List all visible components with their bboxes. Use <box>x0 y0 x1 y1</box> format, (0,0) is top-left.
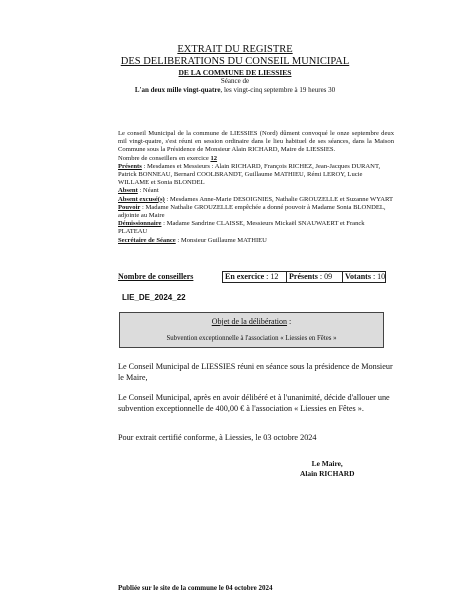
count-presents-label: Présents <box>289 272 318 281</box>
signature-name: Alain RICHARD <box>300 469 355 478</box>
seance-date-year: L'an deux mille vingt-quatre <box>134 86 221 94</box>
objet-title: Objet de la délibération <box>211 317 288 326</box>
seance-label: Séance de <box>220 77 250 85</box>
publication-footer: Publiée sur le site de la commune le 04 octobre 2024 <box>118 584 273 592</box>
objet-title-line <box>120 317 383 326</box>
count-exercice-value: : 12 <box>266 272 279 281</box>
present-text: : Mesdames et Messieurs : Alain RICHARD, François RICHEZ, Jean-Jacques DURANT, Patrick BONNEAU, Bernard COOLBRANDT, Guillaume MATHIEU, Rémi LEROY, Lucie WILLAME et Sonia BLONDEL <box>118 162 381 187</box>
excused-text: : Mesdames Anne-Marie DESOIGNIES, Nathalie GROUZELLE et Suzanne WYART <box>164 195 394 203</box>
seance-date-rest: , les vingt-cinq septembre à 19 heures 30 <box>220 86 336 94</box>
present-label: Présents <box>118 162 142 170</box>
exercise-label: Nombre de conseillers en exercice <box>118 154 209 162</box>
secretary-label: Secrétaire de Séance <box>118 236 176 244</box>
present-line <box>118 163 394 188</box>
secretary-text: : Monsieur Guillaume MATHIEU <box>175 236 267 244</box>
document-header <box>110 44 360 95</box>
signature-block <box>300 459 354 479</box>
counts-label: Nombre de conseillers <box>118 272 194 281</box>
objet-title-suffix: : <box>287 317 292 326</box>
objet-subject: Subvention exceptionnelle à l'association « Liessies en Fêtes » <box>166 335 337 342</box>
paragraph-certification: Pour extrait certifié conforme, à Liessies, le 03 octobre 2024 <box>118 433 317 442</box>
excused-label: Absent excusé(s) <box>118 195 165 203</box>
attendance-block <box>118 130 394 245</box>
count-votants <box>343 272 387 282</box>
objet-box <box>119 312 384 348</box>
resign-label: Démissionnaire <box>118 220 162 228</box>
count-exercice-label: En exercice <box>225 272 265 281</box>
counts-box <box>222 271 386 283</box>
excused-line <box>118 196 394 204</box>
exercise-line <box>118 155 394 163</box>
signature-title: Le Maire, <box>311 459 343 468</box>
paragraph-session: Le Conseil Municipal de LIESSIES réuni en séance sous la présidence de Monsieur le Maire, <box>118 362 393 382</box>
secretary-line <box>118 237 394 245</box>
paragraph-decision: Le Conseil Municipal, après en avoir délibéré et à l'unanimité, décide d'allouer une subvention exceptionnelle de 400,00 € à l'association « Liessies en Fêtes ». <box>118 393 390 413</box>
exercise-count: 12 <box>210 154 218 162</box>
count-votants-value: : 10 <box>372 272 386 281</box>
resign-text: : Madame Sandrine CLAISSE, Messieurs Mickaël SNAUWAERT et Franck PLATEAU <box>118 220 365 236</box>
absent-label: Absent <box>118 187 138 195</box>
resign-line <box>118 220 394 236</box>
deliberation-reference: LIE_DE_2024_22 <box>122 293 186 302</box>
header-commune: DE LA COMMUNE DE LIESSIES <box>178 68 292 77</box>
council-counts <box>118 272 386 283</box>
count-presents-value: : 09 <box>319 272 333 281</box>
convocation-text: Le conseil Municipal de la commune de LIESSIES (Nord) dûment convoqué le onze septembre deux mil vingt-quatre, s'est réuni en session ordinaire dans le lieu habituel de ses séances, dans la Maison Commune sous la Présidence de Monsieur Alain RICHARD, Maire de LIESSIES. <box>118 130 394 154</box>
count-exercice <box>223 272 287 282</box>
pouvoir-label: Pouvoir <box>118 203 141 211</box>
header-title-deliberations: DES DELIBERATIONS DU CONSEIL MUNICIPAL <box>120 56 350 67</box>
seance-date <box>110 86 360 95</box>
count-presents <box>287 272 343 282</box>
absent-line <box>118 187 394 195</box>
pouvoir-text: : Madame Nathalie GROUZELLE empêchée a donné pouvoir à Madame Sonia BLONDEL, adjointe au Maire <box>118 203 386 220</box>
absent-text: : Néant <box>137 187 159 195</box>
pouvoir-line <box>118 204 394 220</box>
count-votants-label: Votants <box>345 272 371 281</box>
header-title-registre: EXTRAIT DU REGISTRE <box>177 44 293 55</box>
